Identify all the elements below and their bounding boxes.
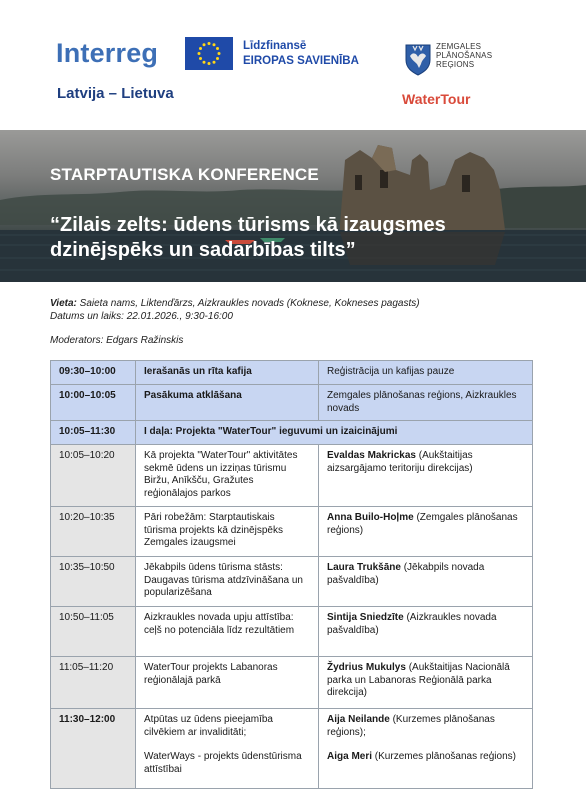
speaker-name: Aiga Meri: [327, 751, 373, 762]
eu-flag-icon: [185, 37, 233, 70]
speaker-org: (Kurzemes plānošanas reģions): [374, 751, 516, 762]
agenda-speaker-cell: [319, 607, 533, 657]
speaker-org: (Aukštaitijas aizsargājamo teritoriju direkcijas): [327, 450, 473, 474]
agenda-table: [50, 360, 533, 789]
speaker-name: Sintija Sniedzīte: [327, 612, 404, 623]
region-crest-icon: [404, 42, 432, 76]
agenda-row: [51, 557, 533, 607]
watertour-logo: WaterTour: [402, 91, 471, 107]
agenda-time: 09:30–10:00: [51, 361, 136, 385]
agenda-section-title: I daļa: Projekta "WaterTour" ieguvumi un izaicinājumi: [136, 421, 533, 445]
agenda-title: Ierašanās un rīta kafija: [136, 361, 319, 385]
speaker-org: (Jēkabpils novada pašvaldība): [327, 562, 485, 586]
agenda-topic: [136, 709, 319, 789]
agenda-topic-2: WaterWays - projekts ūdenstūrisma attīstībai: [144, 751, 302, 775]
moderator-label: Moderators:: [50, 335, 104, 346]
agenda-time: 10:00–10:05: [51, 385, 136, 421]
banner-subtitle: “Zilais zelts: ūdens tūrisms kā izaugsmes dzinējspēks un sadarbības tilts”: [50, 214, 446, 261]
agenda-row: [51, 709, 533, 789]
agenda-time: 10:20–10:35: [51, 507, 136, 557]
agenda-row: [51, 607, 533, 657]
speaker-org: (Kurzemes plānošanas reģions);: [327, 714, 495, 738]
program-name: Latvija – Lietuva: [57, 85, 174, 102]
agenda-speaker-cell: [319, 507, 533, 557]
datetime-line: [50, 310, 420, 323]
event-info: [50, 297, 420, 323]
agenda-speaker-cell: [319, 445, 533, 507]
agenda-topic: Jēkabpils ūdens tūrisma stāsts: Daugavas tūrisma atdzīvināšana un popularizēšana: [136, 557, 319, 607]
venue-label: Vieta:: [50, 298, 77, 309]
agenda-time: 10:05–10:20: [51, 445, 136, 507]
agenda-note: Zemgales plānošanas reģions, Aizkraukles novads: [319, 385, 533, 421]
agenda-title: Pasākuma atklāšana: [136, 385, 319, 421]
agenda-speaker-cell: [319, 657, 533, 709]
moderator-line: [50, 335, 183, 346]
datetime-label: Datums un laiks:: [50, 311, 124, 322]
agenda-topic: WaterTour projekts Labanoras reģionālajā parkā: [136, 657, 319, 709]
agenda-speaker-cell: [319, 709, 533, 789]
speaker-org: (Zemgales plānošanas reģions): [327, 512, 518, 536]
agenda-row: [51, 657, 533, 709]
speaker-name: Anna Builo-Hoļme: [327, 512, 414, 523]
agenda-time: 10:50–11:05: [51, 607, 136, 657]
speaker-org: (Aizkraukles novada pašvaldība): [327, 612, 497, 636]
agenda-row: [51, 361, 533, 385]
eu-line-2: EIROPAS SAVIENĪBA: [243, 55, 359, 67]
speaker-name: Aija Neilande: [327, 714, 390, 725]
banner-image: [0, 130, 586, 282]
region-line-2: PLĀNOŠANAS: [436, 51, 493, 60]
agenda-section-row: [51, 421, 533, 445]
agenda-topic: Kā projekta "WaterTour" aktivitātes sekmē ūdens un izziņas tūrismu Biržu, Anīkšču, Gražutes reģionālajos parkos: [136, 445, 319, 507]
agenda-row: [51, 507, 533, 557]
speaker-name: Žydrius Mukulys: [327, 662, 406, 673]
interreg-logo: Interreg: [56, 38, 159, 68]
region-line-3: REĢIONS: [436, 60, 475, 69]
agenda-time: 11:30–12:00: [51, 709, 136, 789]
agenda-row: [51, 385, 533, 421]
agenda-note: Reģistrācija un kafijas pauze: [319, 361, 533, 385]
venue-value: Saieta nams, Liktenďārzs, Aizkraukles novads (Koknese, Kokneses pagasts): [79, 298, 420, 309]
agenda-row: [51, 445, 533, 507]
agenda-time: 11:05–11:20: [51, 657, 136, 709]
agenda-time: 10:05–11:30: [51, 421, 136, 445]
speaker-org: (Aukštaitijas Nacionālā parka un Labanoras Reģionālā parka direkcija): [327, 662, 510, 698]
eu-cofunding-text: [243, 39, 359, 69]
agenda-topic-1: Atpūtas uz ūdens pieejamība cilvēkiem ar invaliditāti;: [144, 714, 273, 738]
region-name: [436, 42, 492, 69]
speaker-name: Laura Trukšāne: [327, 562, 401, 573]
header: [0, 0, 586, 130]
speaker-name: Evaldas Makrickas: [327, 450, 416, 461]
datetime-value: 22.01.2026., 9:30-16:00: [126, 311, 233, 322]
venue-line: [50, 297, 420, 310]
agenda-speaker-cell: [319, 557, 533, 607]
agenda-topic: Aizkraukles novada upju attīstība: ceļš no potenciāla līdz rezultātiem: [136, 607, 319, 657]
region-line-1: ZEMGALES: [436, 42, 482, 51]
banner-title: STARPTAUTISKA KONFERENCE: [50, 165, 319, 184]
agenda-time: 10:35–10:50: [51, 557, 136, 607]
agenda-topic: Pāri robežām: Starptautiskais tūrisma projekts kā dzinējspēks Zemgales izaugsmei: [136, 507, 319, 557]
moderator-value: Edgars Ražinskis: [106, 335, 184, 346]
eu-line-1: Līdzfinansē: [243, 40, 307, 52]
